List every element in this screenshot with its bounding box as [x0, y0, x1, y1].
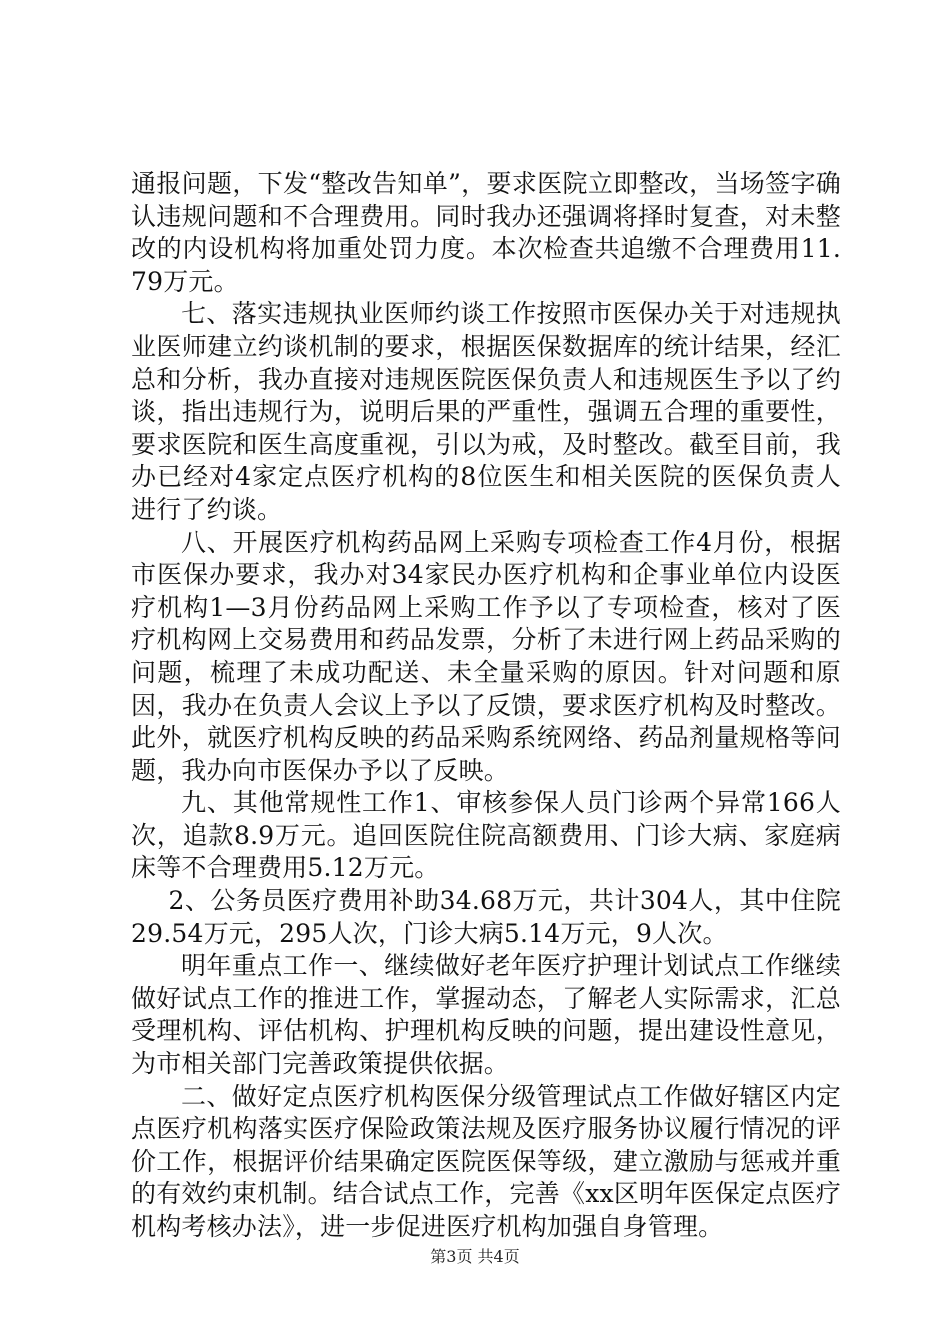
page-number-label: 第3页 共4页: [430, 1247, 520, 1266]
paragraph-item-2: 2、公务员医疗费用补助34.68万元，共计304人，其中住院29.54万元，295人次，门诊大病5.14万元，9人次。: [131, 886, 841, 948]
paragraph-section-7: 七、落实违规执业医师约谈工作按照市医保办关于对违规执业医师建立约谈机制的要求，根据医保数据库的统计结果，经汇总和分析，我办直接对违规医院医保负责人和违规医生予以了约谈，指出违规行为，说明后果的严重性，强调五合理的重要性，要求医院和医生高度重视，引以为戒，及时整改。截至目前，我办已经对4家定点医疗机构的8位医生和相关医院的医保负责人进行了约谈。: [131, 299, 841, 524]
paragraph-section-8: 八、开展医疗机构药品网上采购专项检查工作4月份，根据市医保办要求，我办对34家民办医疗机构和企事业单位内设医疗机构1—3月份药品网上采购工作予以了专项检查，核对了医疗机构网上交易费用和药品发票，分析了未进行网上药品采购的问题，梳理了未成功配送、未全量采购的原因。针对问题和原因，我办在负责人会议上予以了反馈，要求医疗机构及时整改。此外，就医疗机构反映的药品采购系统网络、药品剂量规格等问题，我办向市医保办予以了反映。: [131, 527, 841, 785]
paragraph-next-year-2: 二、做好定点医疗机构医保分级管理试点工作做好辖区内定点医疗机构落实医疗保险政策法规及医疗服务协议履行情况的评价工作，根据评价结果确定医院医保等级，建立激励与惩戒并重的有效约束机制。结合试点工作，完善《xx区明年医保定点医疗机构考核办法》，进一步促进医疗机构加强自身管理。: [131, 1081, 841, 1241]
document-body: [131, 168, 841, 1244]
paragraph-continuation: 通报问题，下发“整改告知单”，要求医院立即整改，当场签字确认违规问题和不合理费用。同时我办还强调将择时复查，对未整改的内设机构将加重处罚力度。本次检查共追缴不合理费用11.79万元。: [131, 169, 841, 296]
paragraph-next-year-1: 明年重点工作一、继续做好老年医疗护理计划试点工作继续做好试点工作的推进工作，掌握动态，了解老人实际需求，汇总受理机构、评估机构、护理机构反映的问题，提出建设性意见，为市相关部门完善政策提供依据。: [131, 951, 841, 1079]
page-footer: [0, 1244, 950, 1267]
paragraph-section-9: 九、其他常规性工作1、审核参保人员门诊两个异常166人次，追款8.9万元。追回医院住院高额费用、门诊大病、家庭病床等不合理费用5.12万元。: [131, 788, 841, 883]
